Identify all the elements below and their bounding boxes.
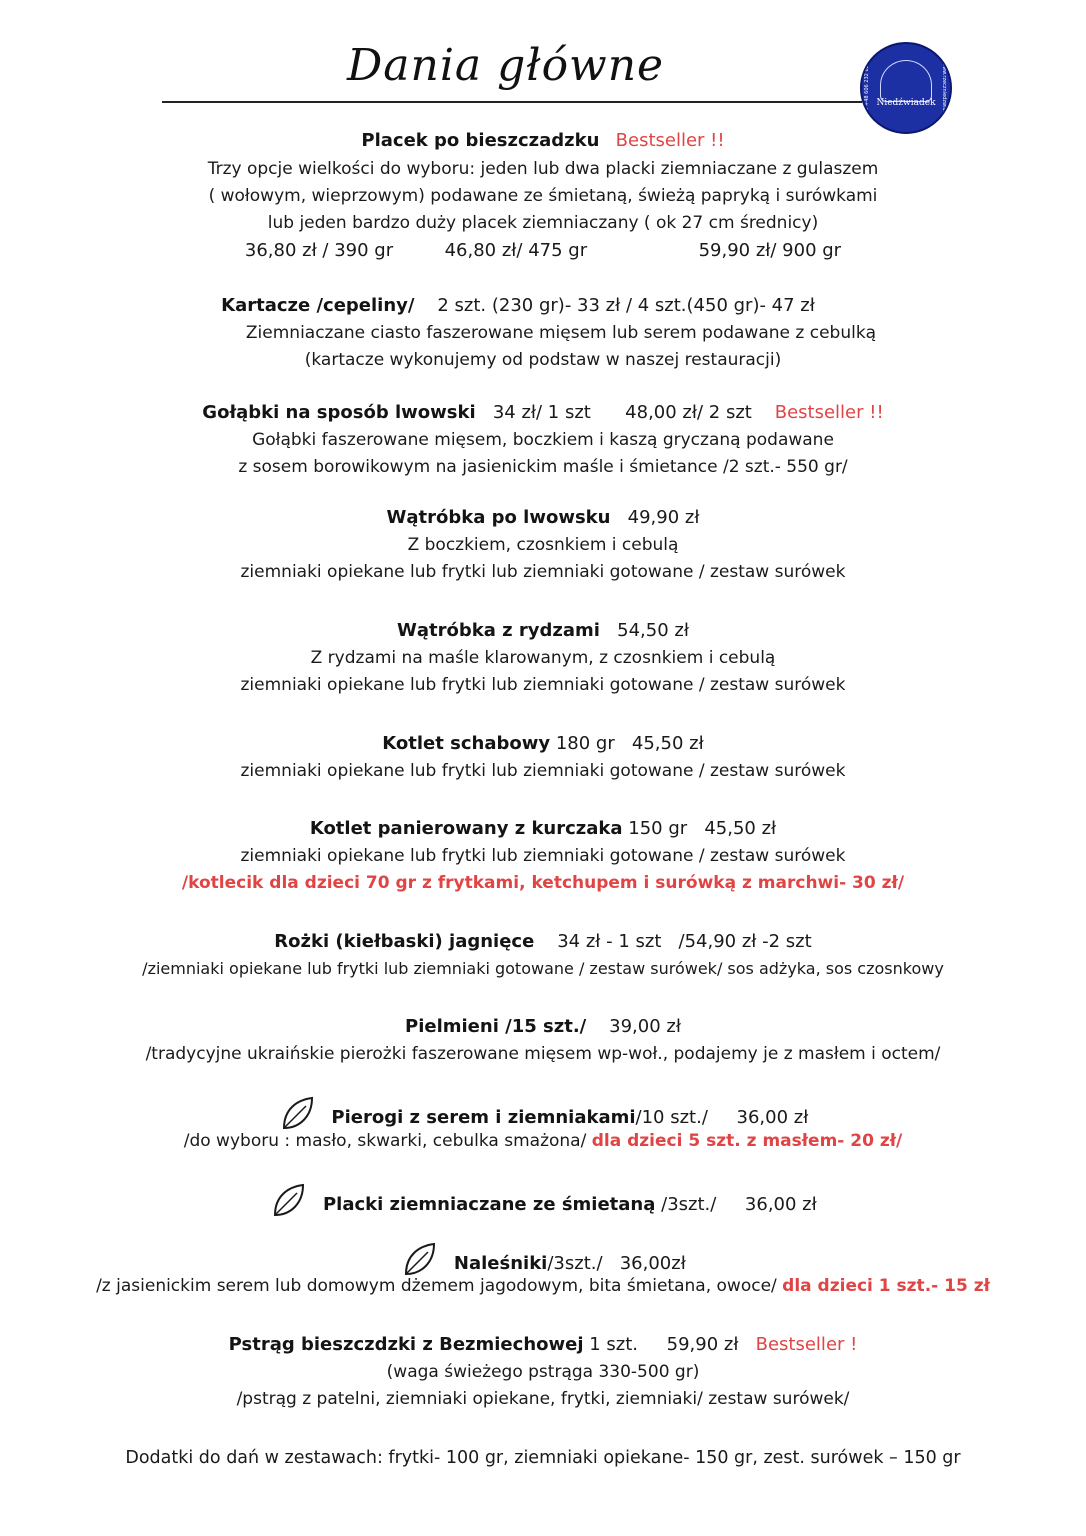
item-prices [0,240,1086,262]
item-price: 36,00 zł [736,1107,809,1128]
item-description: /z jasienickim serem lub domowym dżemem jagodowym, bita śmietana, owoce/ [96,1276,777,1296]
item-description: /ziemniaki opiekane lub frytki lub ziemniaki gotowane / zestaw surówek/ sos adżyka, sos czosnkowy [142,959,944,978]
item-description: ziemniaki opiekane lub frytki lub ziemniaki gotowane / zestaw surówek [240,846,846,866]
item-description: ziemniaki opiekane lub frytki lub ziemniaki gotowane / zestaw surówek [240,675,846,695]
menu-item-watrobka-rydzami [0,620,1086,642]
item-name: Kotlet panierowany z kurczaka [309,818,623,839]
item-description: Trzy opcje wielkości do wyboru: jeden lub dwa placki ziemniaczane z gulaszem [207,159,879,179]
page-title: Dania główne [347,40,665,91]
menu-item-kartacze [0,295,1061,317]
item-description: z sosem borowikowym na jasienickim maśle i śmietance /2 szt.- 550 gr/ [238,457,848,477]
menu-item-kotlet-kurczak [0,818,1086,840]
bestseller-badge: Bestseller !! [774,402,884,423]
restaurant-logo [860,42,952,134]
item-price: 36,00 zł [744,1194,817,1215]
kids-option: /kotlecik dla dzieci 70 gr z frytkami, ketchupem i surówką z marchwi- 30 zł/ [181,873,905,893]
logo-website: www.rzeczniedzwiadek.pl [941,62,947,126]
menu-item-watrobka-lwowsku [0,507,1086,529]
item-description-row [0,1130,1086,1152]
sides-footer: Dodatki do dań w zestawach: frytki- 100 gr, ziemniaki opiekane- 150 gr, zest. surówek – 150 gr [125,1448,961,1468]
item-price: 54,50 zł [617,620,689,641]
item-name: Wątróbka z rydzami [397,620,600,641]
item-price: 2 szt. (230 gr)- 33 zł / 4 szt.(450 gr)- 47 zł [437,295,815,316]
item-price: 46,80 zł/ 475 gr [444,240,588,261]
item-description: ( wołowym, wieprzowym) podawane ze śmietaną, świeżą papryką i surówkami [208,186,878,206]
item-name: Placek po bieszczadzku [361,130,600,151]
item-description: (kartacze wykonujemy od podstaw w naszej restauracji) [304,350,782,370]
item-name: Pielmieni /15 szt./ [405,1016,587,1037]
item-description: /do wyboru : masło, skwarki, cebulka smażona/ [183,1131,587,1151]
item-description: ziemniaki opiekane lub frytki lub ziemniaki gotowane / zestaw surówek [240,562,846,582]
item-description: Z boczkiem, czosnkiem i cebulą [407,535,679,555]
item-price: 34 zł - 1 szt /54,90 zł -2 szt [557,931,812,952]
item-portion: /3szt./ [661,1194,717,1215]
item-description: /pstrąg z patelni, ziemniaki opiekane, frytki, ziemniaki/ zestaw surówek/ [236,1389,850,1409]
title-underline [162,101,862,103]
bestseller-badge: Bestseller ! [755,1334,858,1355]
leaf-icon [269,1181,309,1221]
item-description: ziemniaki opiekane lub frytki lub ziemniaki gotowane / zestaw surówek [240,761,846,781]
bestseller-badge: Bestseller !! [615,130,725,151]
item-description: lub jeden bardzo duży placek ziemniaczany ( ok 27 cm średnicy) [267,213,819,233]
item-portion: /10 szt./ [635,1107,708,1128]
item-description: Gołąbki faszerowane mięsem, boczkiem i kaszą gryczaną podawane [252,430,834,450]
item-name: Gołąbki na sposób lwowski [202,402,476,423]
item-name: Kartacze /cepeliny/ [221,295,415,316]
menu-item-placek [0,130,1086,152]
item-portion: /3szt./ [547,1253,603,1274]
item-price: 180 gr 45,50 zł [555,733,704,754]
item-name: Placki ziemniaczane ze śmietaną [322,1194,656,1215]
logo-phone: tel. +48 606 232 623 [864,62,870,116]
leaf-icon [400,1240,440,1280]
item-price: 1 szt. 59,90 zł [589,1334,739,1355]
item-name: Pierogi z serem i ziemniakami [331,1107,636,1128]
item-price: 39,00 zł [609,1016,681,1037]
item-price: 150 gr 45,50 zł [628,818,777,839]
item-name: Wątróbka po lwowsku [386,507,611,528]
item-description: Ziemniaczane ciasto faszerowane mięsem lub serem podawane z cebulką [245,323,877,343]
item-name: Naleśniki [453,1253,548,1274]
kids-option: dla dzieci 5 szt. z masłem- 20 zł/ [591,1131,903,1151]
item-name: Kotlet schabowy [382,733,551,754]
menu-item-kotlet-schabowy [0,733,1086,755]
logo-name: Niedźwiadek [876,98,936,108]
menu-item-pstrag [0,1334,1086,1356]
item-description: (waga świeżego pstrąga 330-500 gr) [386,1362,700,1382]
menu-item-golabki [0,402,1086,424]
item-name: Pstrąg bieszczdzki z Bezmiechowej [228,1334,584,1355]
item-name: Rożki (kiełbaski) jagnięce [274,931,535,952]
item-price: 59,90 zł/ 900 gr [698,240,842,261]
menu-item-placki [0,1189,1086,1221]
item-description: Z rydzami na maśle klarowanym, z czosnkiem i cebulą [310,648,776,668]
item-price: 36,80 zł / 390 gr [244,240,394,261]
menu-item-pielmieni [0,1016,1086,1038]
bear-icon [880,60,932,102]
leaf-icon [278,1094,318,1134]
item-description: /tradycyjne ukraińskie pierożki faszerowane mięsem wp-woł., podajemy je z masłem i octem/ [145,1044,941,1064]
item-price: 34 zł/ 1 szt 48,00 zł/ 2 szt [492,402,752,423]
item-description-row [0,1275,1086,1297]
item-price: 36,00zł [619,1253,686,1274]
kids-option: dla dzieci 1 szt.- 15 zł [782,1276,990,1296]
menu-item-rozki [0,931,1086,953]
item-price: 49,90 zł [627,507,700,528]
